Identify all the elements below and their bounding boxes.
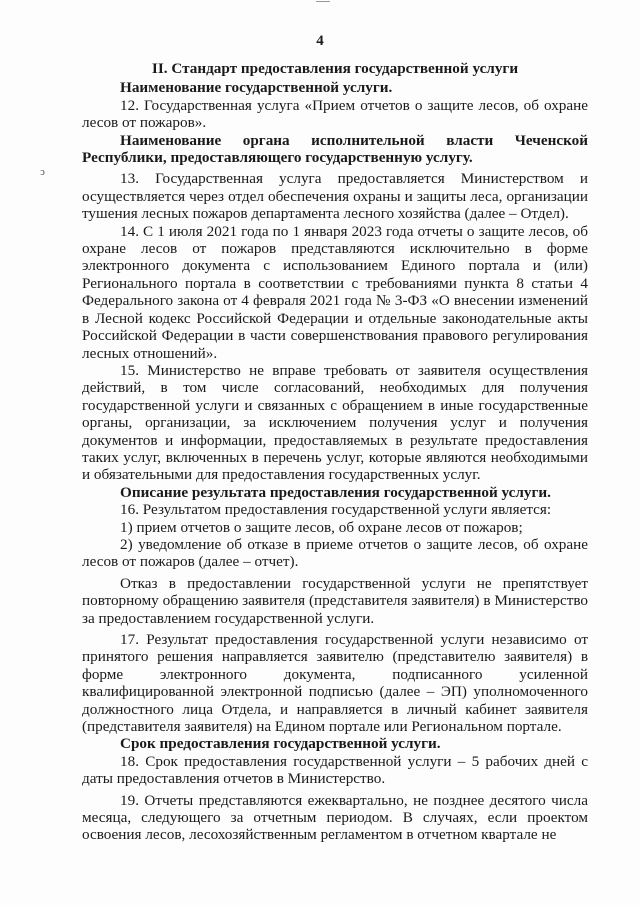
paragraph-19: 19. Отчеты представляются ежеквартально, не позднее десятого числа месяца, следующего за отчетным периодом. В случаях, если проектом освоения лесов, лесохозяйственным регламентом в отчетном квартале не [82,791,588,844]
paragraph-12: 12. Государственная услуга «Прием отчетов о защите лесов, об охране лесов от пожаров». [82,96,588,132]
scan-artifact [316,1,330,6]
paragraph-14: 14. С 1 июля 2021 года по 1 января 2023 года отчеты о защите лесов, об охране лесов от пожаров представляются исключительно в форме электронного документа с использованием Единого портала и (или) Регионального портала в соответствии с требованиями пункта 8 статьи 4 Федерального закона от 4 февраля 2021 года № 3-ФЗ «О внесении изменений в Лесной кодекс Российской Федерации и отдельные законодательные акты Российской Федерации в части совершенствования правового регулирования лесных отношений». [82,222,588,362]
subheading-result: Описание результата предоставления государственной услуги. [120,483,551,501]
list-item-1: 1) прием отчетов о защите лесов, об охране лесов от пожаров; [120,518,523,536]
paragraph-16: 16. Результатом предоставления государственной услуги является: [120,501,552,519]
paragraph-refusal: Отказ в предоставлении государственной услуги не препятствует повторному обращению заявителя (представителя заявителя) в Министерство за предоставлением государственной услуги. [82,574,588,627]
section-title: II. Стандарт предоставления государственной услуги [151,60,519,77]
margin-mark: ↄ [40,166,45,178]
subheading-authority: Наименование органа исполнительной власти Чеченской Республики, предоставляющего государственную услугу. [82,131,588,167]
paragraph-15: 15. Министерство не вправе требовать от заявителя осуществления действий, в том числе согласований, необходимых для получения государственной услуги и связанных с обращением в иные государственные органы, организации, за исключением получения услуг и получения документов и информации, предоставляемых в результате предоставления таких услуг, включенных в перечень услуг, которые являются необходимыми и обязательными для предоставления государственных услуг. [82,361,588,484]
document-body [82,60,588,844]
page-number: 4 [316,33,324,49]
paragraph-18: 18. Срок предоставления государственной услуги – 5 рабочих дней с даты предоставления отчетов в Министерство. [82,752,588,788]
paragraph-17: 17. Результат предоставления государственной услуги независимо от принятого решения направляется заявителю (представителю заявителя) в форме электронного документа, подписанного усиленной квалифицированной электронной подписью (далее – ЭП) уполномоченного должностного лица Отдела, и направляется в личный кабинет заявителя (представителя заявителя) на Едином портале или Региональном портале. [82,631,588,736]
list-item-2: 2) уведомление об отказе в приеме отчетов о защите лесов, об охране лесов от пожаров (далее – отчет). [82,535,588,571]
subheading-service-name: Наименование государственной услуги. [120,79,393,97]
subheading-term: Срок предоставления государственной услуги. [120,735,441,753]
paragraph-13: 13. Государственная услуга предоставляется Министерством и осуществляется через отдел обеспечения охраны и защиты леса, организации тушения лесных пожаров департамента лесного хозяйства (далее – Отдел). [82,170,588,223]
